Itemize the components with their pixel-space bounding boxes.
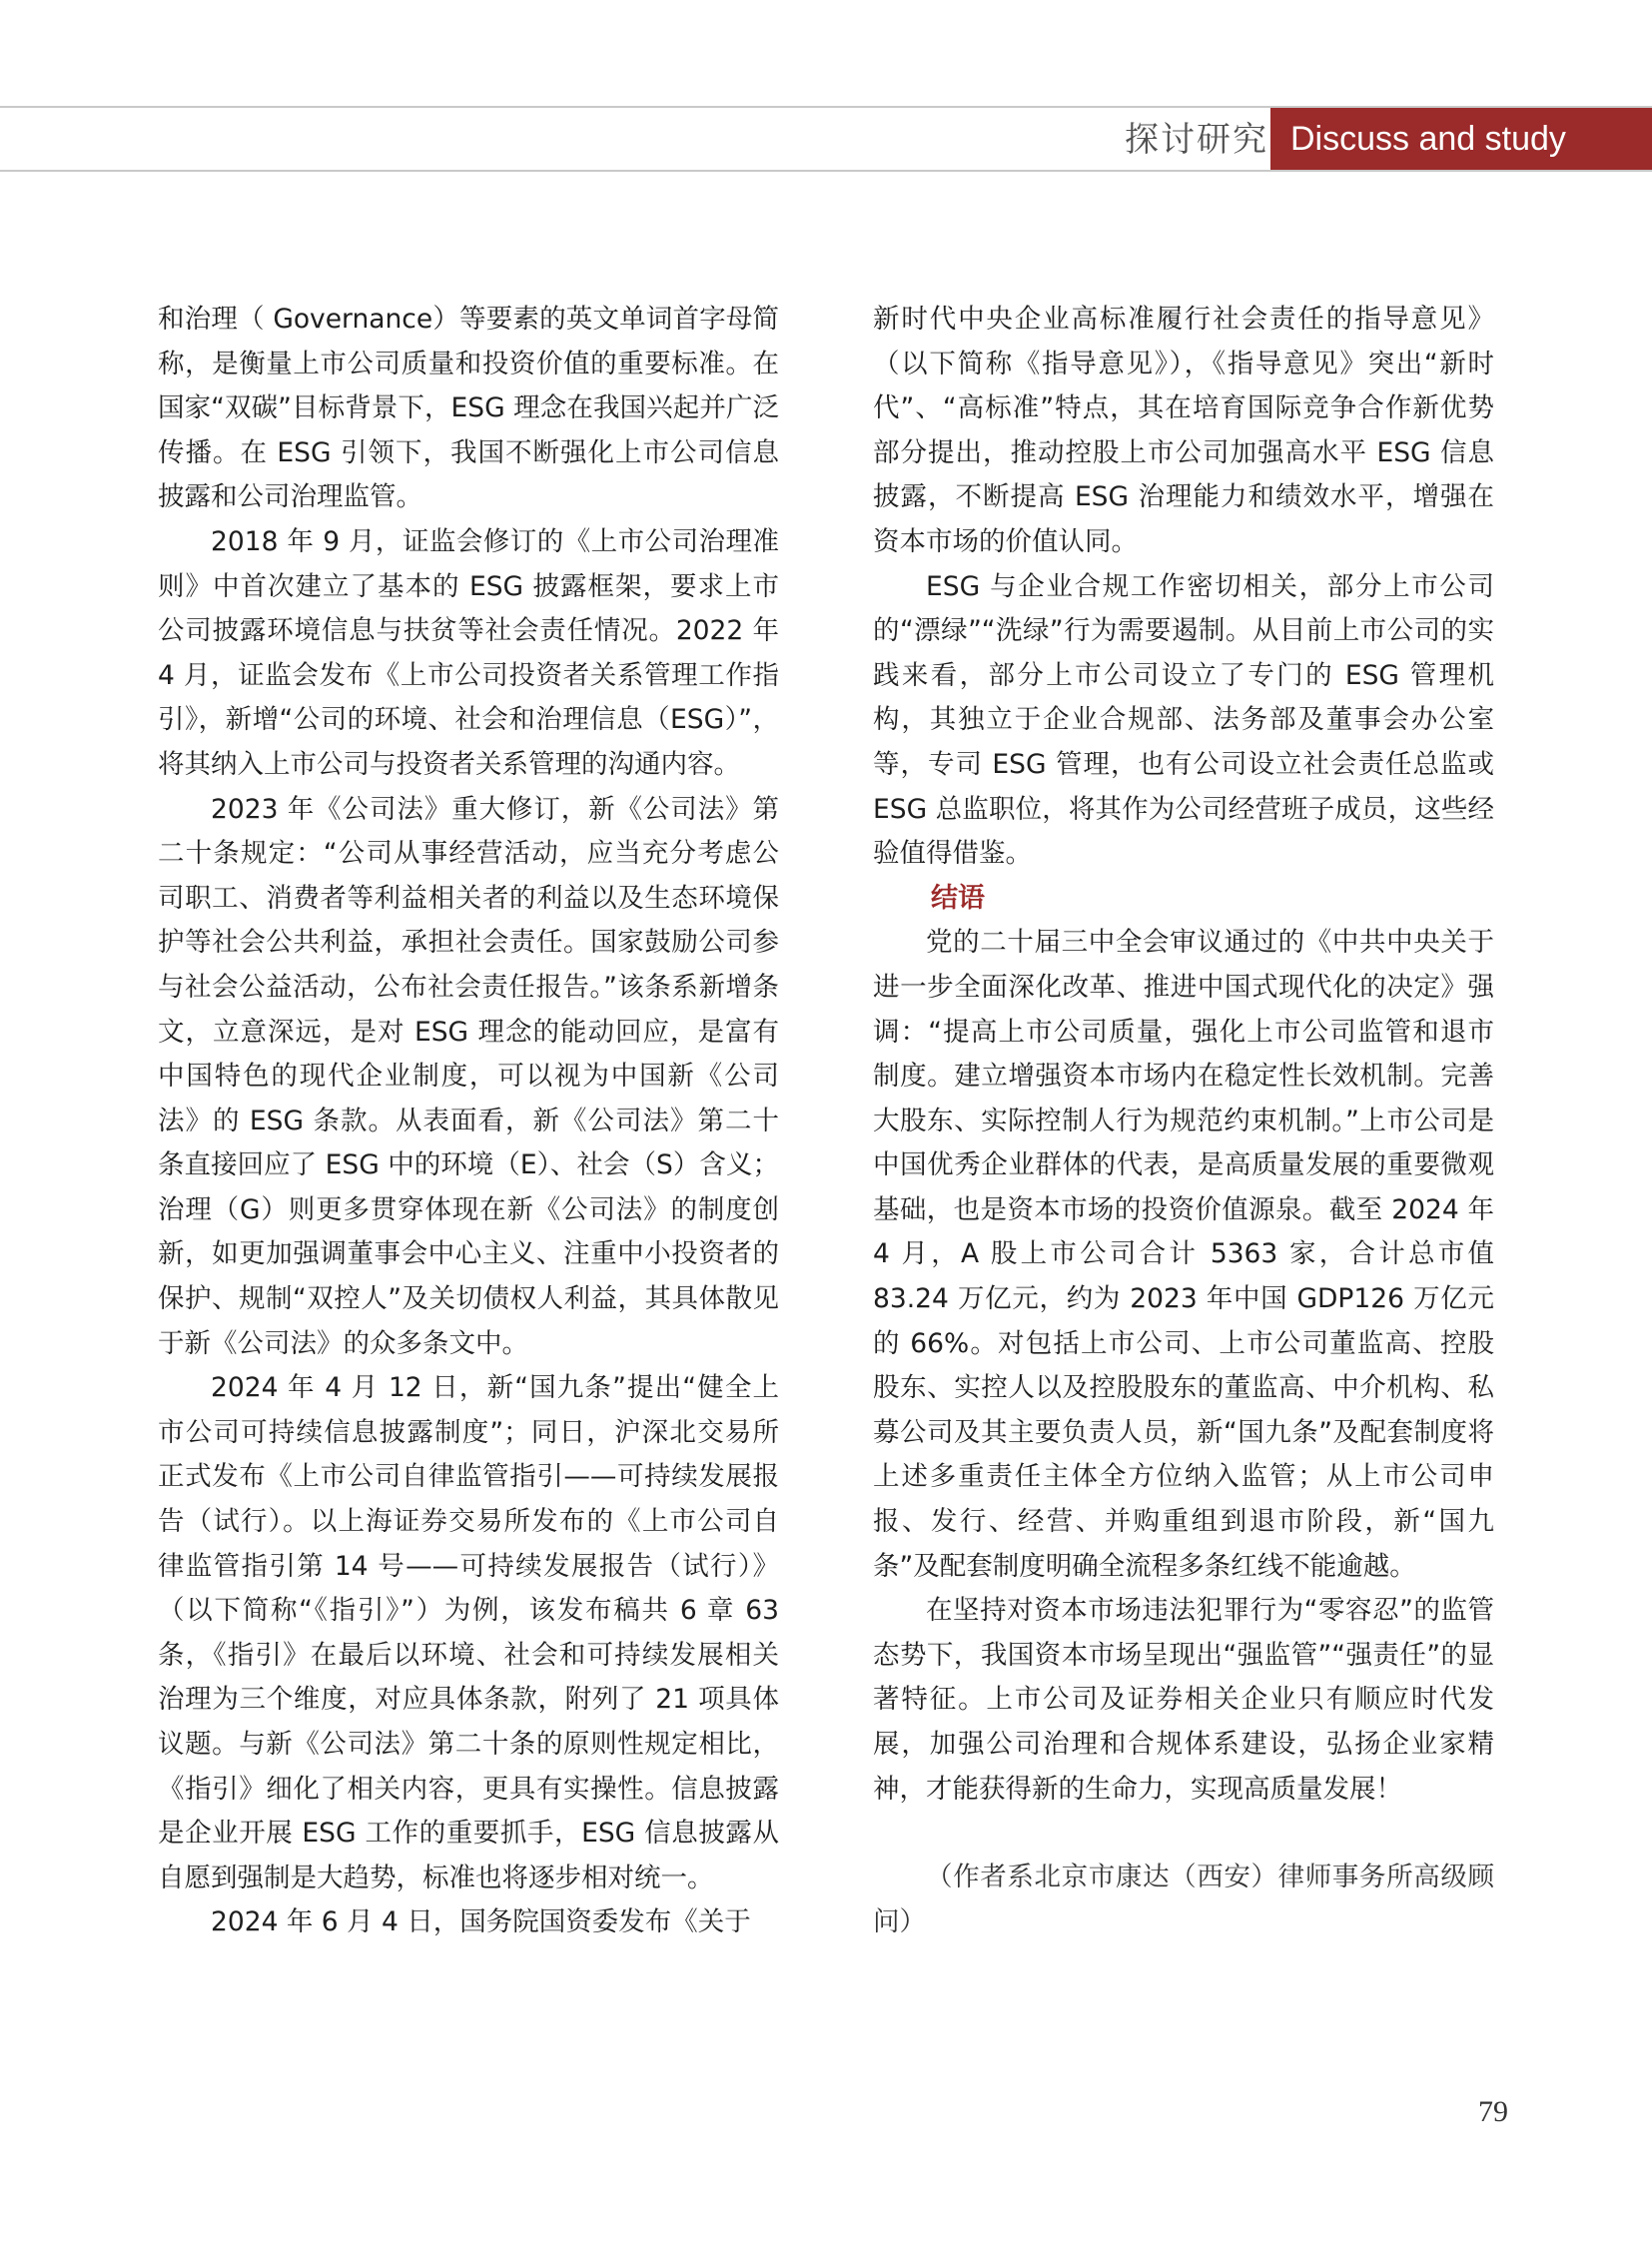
author-note: （作者系北京市康达（西安）律师事务所高级顾问） bbox=[873, 1862, 1494, 1937]
left-column bbox=[158, 298, 779, 1945]
page-number: 79 bbox=[1478, 2095, 1508, 2128]
paragraph: 2024 年 6 月 4 日，国务院国资委发布《关于 bbox=[211, 1906, 751, 1938]
section-title-en: Discuss and study bbox=[1270, 108, 1652, 170]
paragraph: 党的二十届三中全会审议通过的《中共中央关于进一步全面深化改革、推进中国式现代化的决定》强调：“提高上市公司质量，强化上市公司监管和退市制度。建立增强资本市场内在稳定性长效机制。完善大股东、实际控制人行为规范约束机制。”上市公司是中国优秀企业群体的代表，是高质量发展的重要微观基础，也是资本市场的投资价值源泉。截至 2024 年 4 月，A 股上市公司合计 5363 家，合计总市值 83.24 万亿元，约为 2023 年中国 GDP126 万亿元的 66%。对包括上市公司、上市公司董监高、控股股东、实控人以及控股股东的董监高、中介机构、私募公司及其主要负责人员，新“国九条”及配套制度将上述多重责任主体全方位纳入监管；从上市公司申报、发行、经营、并购重组到退市阶段，新“国九条”及配套制度明确全流程多条红线不能逾越。 bbox=[873, 927, 1494, 1582]
paragraph: 2024 年 4 月 12 日，新“国九条”提出“健全上市公司可持续信息披露制度”；同日，沪深北交易所正式发布《上市公司自律监管指引——可持续发展报告（试行）。以上海证券交易所发布的《上市公司自律监管指引第 14 号——可持续发展报告（试行）》（以下简称“《指引》”）为例，该发布稿共 6 章 63 条，《指引》在最后以环境、社会和可持续发展相关治理为三个维度，对应具体条款，附列了 21 项具体议题。与新《公司法》第二十条的原则性规定相比，《指引》细化了相关内容，更具有实操性。信息披露是企业开展 ESG 工作的重要抓手，ESG 信息披露从自愿到强制是大趋势，标准也将逐步相对统一。 bbox=[158, 1372, 779, 1893]
paragraph: 在坚持对资本市场违法犯罪行为“零容忍”的监管态势下，我国资本市场呈现出“强监管”“强责任”的显著特征。上市公司及证券相关企业只有顺应时代发展，加强公司治理和合规体系建设，弘扬企业家精神，才能获得新的生命力，实现高质量发展！ bbox=[873, 1595, 1494, 1805]
header-rule-bottom bbox=[0, 170, 1652, 172]
paragraph: 2018 年 9 月，证监会修订的《上市公司治理准则》中首次建立了基本的 ESG 披露框架，要求上市公司披露环境信息与扶贫等社会责任情况。2022 年 4 月，证监会发布《上市公司投资者关系管理工作指引》，新增“公司的环境、社会和治理信息（ESG）”，将其纳入上市公司与投资者关系管理的沟通内容。 bbox=[158, 525, 779, 780]
paragraph: ESG 与企业合规工作密切相关，部分上市公司的“漂绿”“洗绿”行为需要遏制。从目前上市公司的实践来看，部分上市公司设立了专门的 ESG 管理机构，其独立于企业合规部、法务部及董事会办公室等，专司 ESG 管理，也有公司设立社会责任总监或 ESG 总监职位，将其作为公司经营班子成员，这些经验值得借鉴。 bbox=[873, 570, 1494, 870]
paragraph: 2023 年《公司法》重大修订，新《公司法》第二十条规定：“公司从事经营活动，应当充分考虑公司职工、消费者等利益相关者的利益以及生态环境保护等社会公共利益，承担社会责任。国家鼓励公司参与社会公益活动，公布社会责任报告。”该条系新增条文，立意深远，是对 ESG 理念的能动回应，是富有中国特色的现代企业制度，可以视为中国新《公司法》的 ESG 条款。从表面看，新《公司法》第二十条直接回应了 ESG 中的环境（E）、社会（S）含义；治理（G）则更多贯穿体现在新《公司法》的制度创新，如更加强调董事会中心主义、注重中小投资者的保护、规制“双控人”及关切债权人利益，其具体散见于新《公司法》的众多条文中。 bbox=[158, 793, 779, 1359]
paragraph: 和治理（ Governance）等要素的英文单词首字母简称，是衡量上市公司质量和投资价值的重要标准。在国家“双碳”目标背景下，ESG 理念在我国兴起并广泛传播。在 ESG 引领下，我国不断强化上市公司信息披露和公司治理监管。 bbox=[158, 304, 779, 513]
conclusion-heading: 结语 bbox=[931, 882, 985, 914]
right-column bbox=[873, 298, 1494, 1944]
section-title-cn: 探讨研究 bbox=[1125, 120, 1268, 160]
paragraph: 新时代中央企业高标准履行社会责任的指导意见》（以下简称《指导意见》），《指导意见》突出“新时代”、“高标准”特点，其在培育国际竞争合作新优势部分提出，推动控股上市公司加强高水平 ESG 信息披露，不断提高 ESG 治理能力和绩效水平，增强在资本市场的价值认同。 bbox=[873, 304, 1494, 557]
